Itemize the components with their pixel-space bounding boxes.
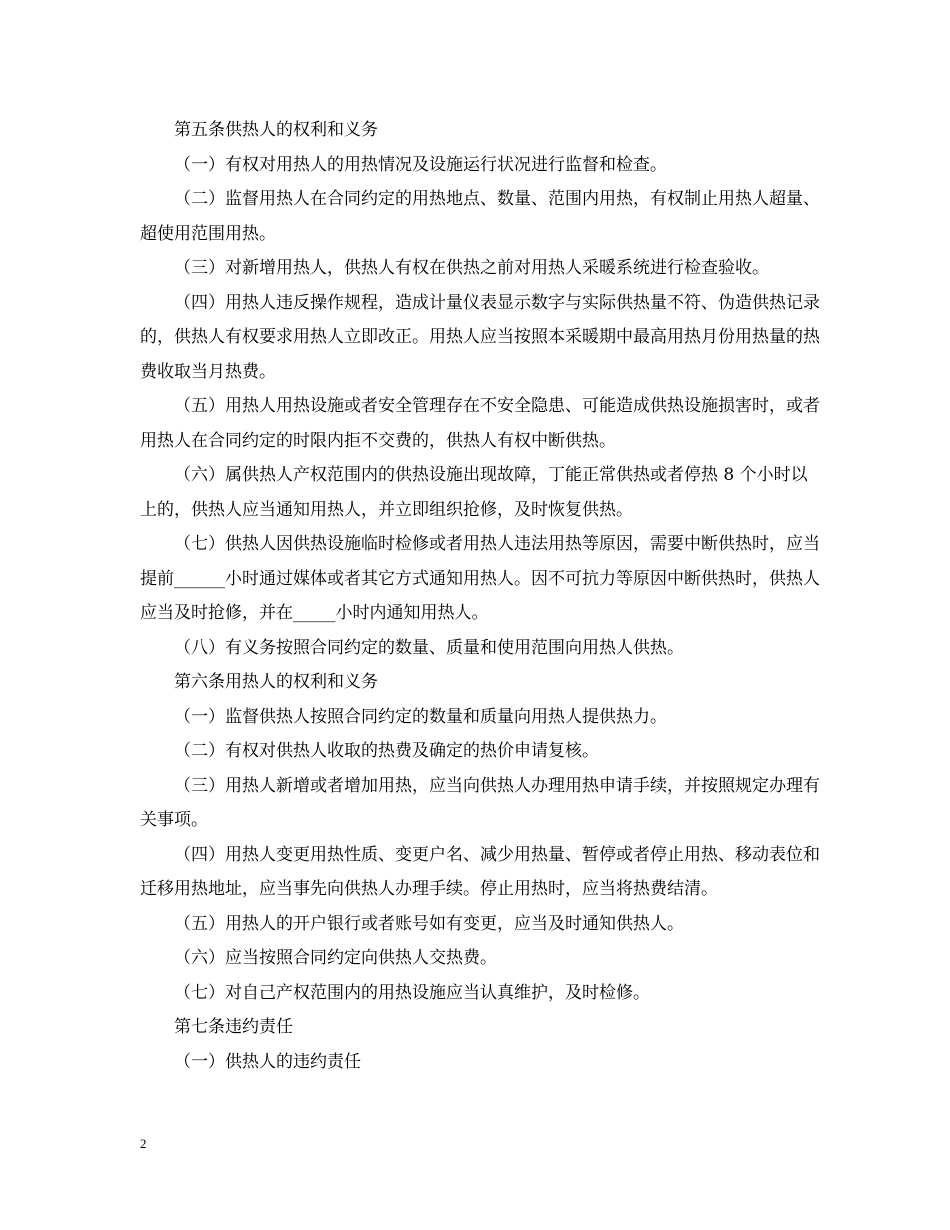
paragraph: （三）对新增用热人，供热人有权在供热之前对用热人采暖系统进行检查验收。 bbox=[174, 258, 769, 278]
paragraph: （五）用热人的开户银行或者账号如有变更，应当及时通知供热人。 bbox=[174, 913, 684, 934]
article-6-heading: 第六条用热人的权利和义务 bbox=[174, 672, 378, 692]
paragraph: （五）用热人用热设施或者安全管理存在不安全隐患、可能造成供热设施损害时，或者用热人在合同约定的时限内拒不交费的，供热人有权中断供热。 bbox=[140, 396, 820, 451]
page-number: 2 bbox=[140, 1136, 147, 1151]
paragraph: （一）监督供热人按照合同约定的数量和质量向用热人提供热力。 bbox=[174, 706, 667, 727]
paragraph: （七）对自己产权范围内的用热设施应当认真维护，及时检修。 bbox=[174, 982, 650, 1003]
article-7-heading: 第七条违约责任 bbox=[174, 1017, 293, 1037]
paragraph: （四）用热人违反操作规程，造成计量仪表显示数字与实际供热量不符、伪造供热记录的，供热人有权要求用热人立即改正。用热人应当按照本采暖期中最高用热月份用热量的热费收取当月热费。 bbox=[140, 292, 820, 382]
paragraph: （二）有权对供热人收取的热费及确定的热价申请复核。 bbox=[174, 741, 599, 761]
paragraph: （七）供热人因供热设施临时检修或者用热人违法用热等原因，需要中断供热时，应当提前______小时通过媒体或者其它方式通知用热人。因不可抗力等原因中断供热时，供热人应当及时抢修，并在_____小时内通知用热人。 bbox=[140, 534, 820, 623]
paragraph: （一）供热人的违约责任 bbox=[174, 1051, 361, 1072]
paragraph: （一）有权对用热人的用热情况及设施运行状况进行监督和检查。 bbox=[174, 154, 667, 175]
paragraph: （三）用热人新增或者增加用热，应当向供热人办理用热申请手续，并按照规定办理有关事项。 bbox=[140, 775, 820, 830]
paragraph: （四）用热人变更用热性质、变更户名、减少用热量、暂停或者停止用热、移动表位和迁移用热地址，应当事先向供热人办理手续。停止用热时，应当将热费结清。 bbox=[140, 844, 820, 899]
paragraph: （六）属供热人产权范围内的供热设施出现故障，丁能正常供热或者停热 8 个小时以上的，供热人应当通知用热人，并立即组织抢修，及时恢复供热。 bbox=[140, 465, 808, 520]
document-body bbox=[140, 113, 820, 1079]
article-5-heading: 第五条供热人的权利和义务 bbox=[174, 120, 378, 140]
paragraph: （六）应当按照合同约定向供热人交热费。 bbox=[174, 948, 497, 968]
paragraph: （二）监督用热人在合同约定的用热地点、数量、范围内用热，有权制止用热人超量、超使用范围用热。 bbox=[140, 189, 820, 244]
paragraph: （八）有义务按照合同约定的数量、质量和使用范围向用热人供热。 bbox=[174, 637, 684, 658]
